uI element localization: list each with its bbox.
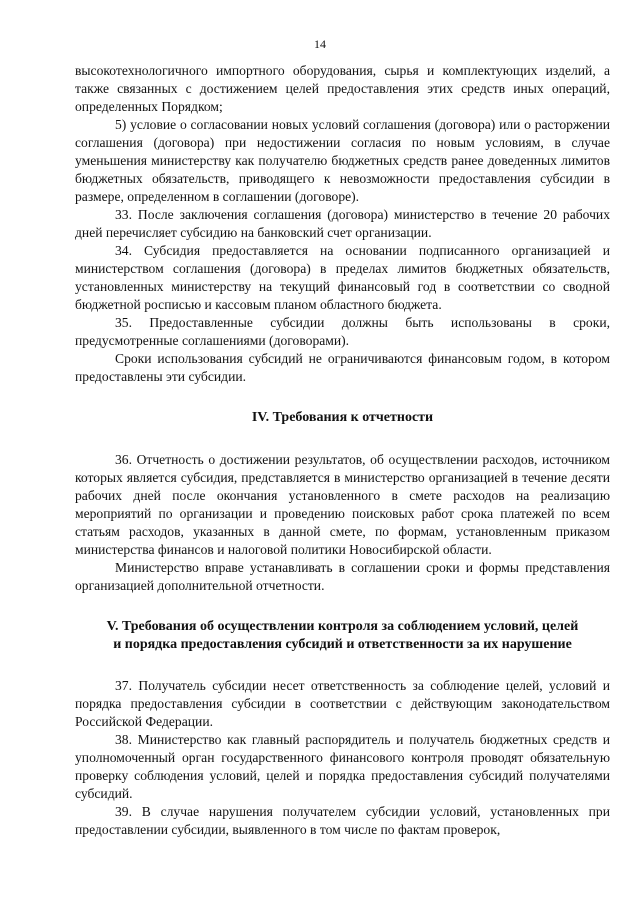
paragraph-35: 35. Предоставленные субсидии должны быть использованы в сроки, предусмотренные соглашениями (договорами).: [75, 315, 610, 348]
paragraph-33: 33. После заключения соглашения (договора) министерство в течение 20 рабочих дней перечисляет субсидию на банковский счет организации.: [75, 207, 610, 240]
paragraph-terms: Сроки использования субсидий не ограничиваются финансовым годом, в котором предоставлены эти субсидии.: [75, 351, 610, 384]
paragraph-36: 36. Отчетность о достижении результатов, об осуществлении расходов, источником которых является субсидия, представляется в министерство организацией в течение десяти рабочих дней после окончания установленного в смете расходов на реализацию мероприятий по организации и проведению поисковых работ срока платежей по всем статьям расходов, указанных в данной смете, по формам, установленным приказом министерства финансов и налоговой политики Новосибирской области.: [75, 452, 610, 557]
paragraph-39: 39. В случае нарушения получателем субсидии условий, установленных при предоставлении субсидии, выявленного в том числе по фактам проверок,: [75, 804, 610, 837]
paragraph-continuation: высокотехнологичного импортного оборудования, сырья и комплектующих изделий, а также связанных с достижением целей предоставления этих средств иных операций, определенных Порядком;: [75, 63, 610, 114]
paragraph-38: 38. Министерство как главный распорядитель и получатель бюджетных средств и уполномоченный орган государственного финансового контроля проводят обязательную проверку соблюдения условий, целей и порядка предоставления субсидий получателями субсидий.: [75, 732, 610, 801]
section-heading-v-line2: и порядка предоставления субсидий и ответственности за их нарушение: [113, 637, 572, 652]
page-number: 14: [314, 37, 326, 51]
section-heading-v: [75, 618, 610, 654]
paragraph-item-5: 5) условие о согласовании новых условий соглашения (договора) или о расторжении соглашения (договора) при недостижении согласия по новым условиям, в случае уменьшения министерству как получателю бюджетных средств ранее доведенных лимитов бюджетных обязательств, приводящего к невозможности предоставления субсидии в размере, определенном в соглашении (договоре).: [75, 117, 610, 204]
paragraph-37: 37. Получатель субсидии несет ответственность за соблюдение целей, условий и порядка предоставления субсидии в соответствии с действующим законодательством Российской Федерации.: [75, 678, 610, 729]
section-heading-v-line1: V. Требования об осуществлении контроля за соблюдением условий, целей: [106, 619, 579, 634]
paragraph-additional-reporting: Министерство вправе устанавливать в соглашении сроки и формы представления организацией дополнительной отчетности.: [75, 560, 610, 593]
section-heading-iv: IV. Требования к отчетности: [251, 410, 434, 425]
paragraph-34: 34. Субсидия предоставляется на основании подписанного организацией и министерством соглашения (договора) в пределах лимитов бюджетных обязательств, установленных министерству на текущий финансовый год в соответствии со сводной бюджетной росписью и кассовым планом областного бюджета.: [75, 243, 610, 312]
document-body: [75, 62, 610, 839]
